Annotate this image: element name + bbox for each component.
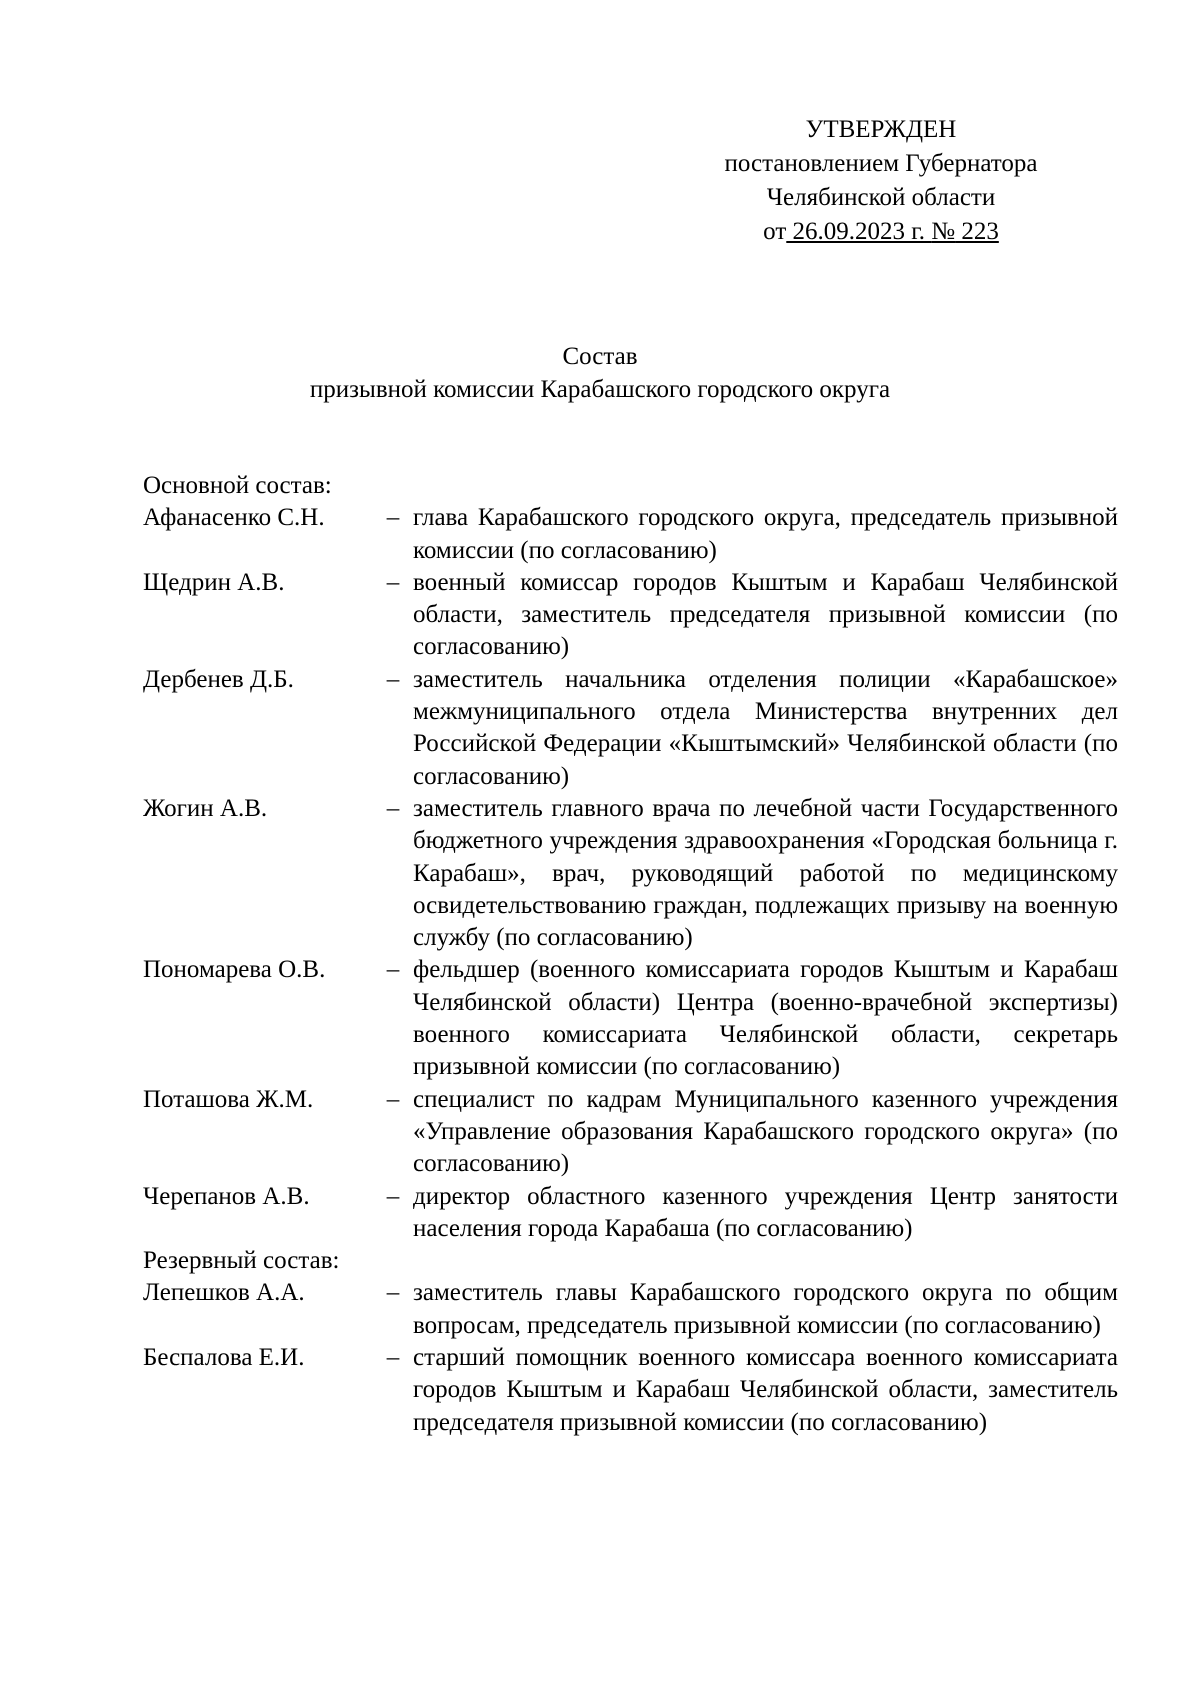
- member-dash: –: [386, 568, 400, 596]
- member-row: [143, 1277, 1118, 1342]
- member-dash: –: [386, 1085, 400, 1113]
- approval-stamp-block: [700, 113, 1062, 249]
- member-name: Афанасенко С.Н.: [143, 504, 325, 532]
- approval-date: 26.09.2023 г.: [786, 218, 932, 245]
- approval-region: Челябинской области: [766, 184, 996, 211]
- member-name: Щедрин А.В.: [143, 568, 285, 596]
- member-name: Черепанов А.В.: [143, 1182, 310, 1210]
- member-dash: –: [386, 504, 400, 532]
- approval-authority: постановлением Губернатора: [724, 150, 1038, 177]
- approval-date-line: [700, 215, 1062, 249]
- member-role: фельдшер (военного комиссариата городов Кыштым и Карабаш Челябинской области) Центра (военно-врачебной экспертизы) военного комиссариата Челябинской области, секретарь призывной комиссии (по согласованию): [413, 956, 1118, 1081]
- member-dash: –: [386, 1344, 400, 1372]
- member-name: Пономарева О.В.: [143, 956, 326, 984]
- main-members-list: [143, 502, 1118, 1245]
- member-role: военный комиссар городов Кыштым и Карабаш Челябинской области, заместитель председателя призывной комиссии (по согласованию): [413, 568, 1118, 661]
- member-dash: –: [386, 794, 400, 822]
- member-row: [143, 793, 1118, 954]
- approval-number: 223: [955, 218, 999, 245]
- member-dash: –: [386, 665, 400, 693]
- member-dash: –: [386, 956, 400, 984]
- member-row: [143, 567, 1118, 664]
- member-row: [143, 502, 1118, 567]
- commission-members: [143, 470, 1118, 1439]
- member-role: старший помощник военного комиссара военного комиссариата городов Кыштым и Карабаш Челябинской области, заместитель председателя призывной комиссии (по согласованию): [413, 1344, 1118, 1436]
- member-row: [143, 1084, 1118, 1181]
- member-dash: –: [386, 1182, 400, 1210]
- member-role: заместитель главы Карабашского городского округа по общим вопросам, председатель призывной комиссии (по согласованию): [413, 1279, 1118, 1339]
- member-role: директор областного казенного учреждения Центр занятости населения города Карабаша (по согласованию): [413, 1182, 1118, 1242]
- member-dash: –: [386, 1279, 400, 1307]
- member-name: Жогин А.В.: [143, 794, 268, 822]
- member-row: [143, 954, 1118, 1083]
- member-row: [143, 1181, 1118, 1246]
- member-row: [143, 664, 1118, 793]
- main-section-heading: Основной состав:: [143, 472, 332, 499]
- member-name: Поташова Ж.М.: [143, 1085, 314, 1113]
- member-name: Лепешков А.А.: [143, 1279, 305, 1307]
- title-line-1: Состав: [562, 343, 638, 370]
- approval-date-prefix: от: [763, 218, 787, 245]
- member-role: специалист по кадрам Муниципального казенного учреждения «Управление образования Карабашского городского округа» (по согласованию): [413, 1085, 1118, 1178]
- member-name: Беспалова Е.И.: [143, 1344, 305, 1372]
- member-role: глава Карабашского городского округа, председатель призывной комиссии (по согласованию): [413, 504, 1118, 564]
- reserve-section-heading: Резервный состав:: [143, 1247, 340, 1275]
- member-role: заместитель главного врача по лечебной части Государственного бюджетного учреждения здравоохранения «Городская больница г. Карабаш», врач, руководящий работой по медицинскому освидетельствованию граждан, подлежащих призыву на военную службу (по согласованию): [413, 794, 1118, 952]
- document-title: [0, 340, 1200, 406]
- member-name: Дербенев Д.Б.: [143, 665, 294, 693]
- approval-number-prefix: №: [931, 218, 956, 245]
- member-role: заместитель начальника отделения полиции «Карабашское» межмуниципального отдела Министерства внутренних дел Российской Федерации «Кыштымский» Челябинской области (по согласованию): [413, 665, 1118, 790]
- title-line-2: призывной комиссии Карабашского городского округа: [309, 376, 891, 403]
- approval-status: УТВЕРЖДЕН: [805, 116, 957, 143]
- reserve-members-list: [143, 1277, 1118, 1438]
- member-row: [143, 1342, 1118, 1439]
